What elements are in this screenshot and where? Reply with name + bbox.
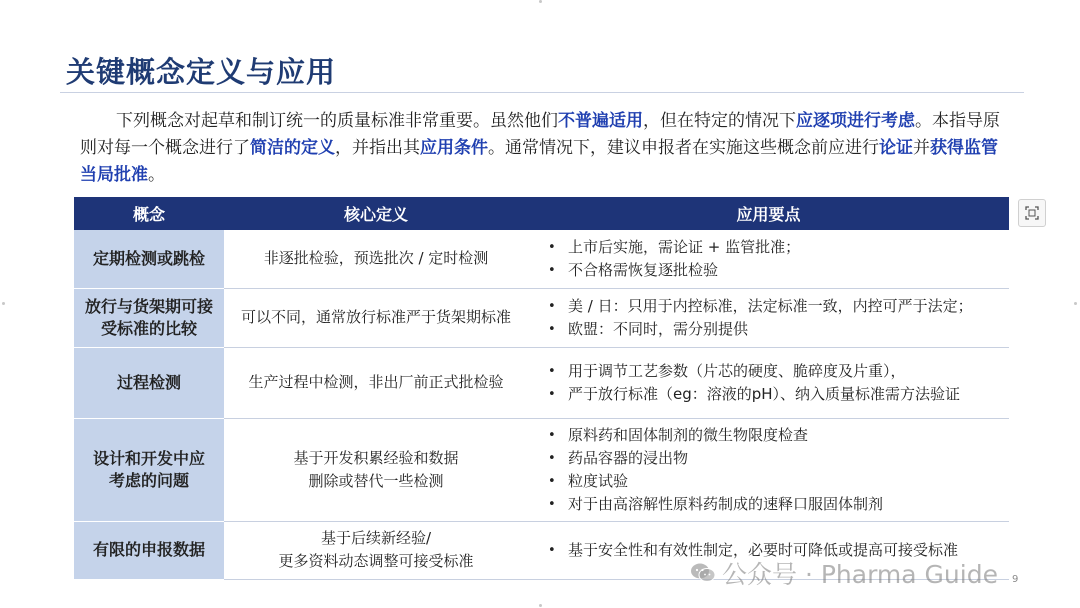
header-concept: 概念 [74, 197, 224, 230]
bullet-item: • 欧盟：不同时，需分别提供 [548, 318, 1009, 341]
screenshot-tool-button[interactable] [1018, 199, 1046, 227]
intro-highlight-5: 论证 [879, 138, 913, 158]
intro-text-4: ，并指出其 [335, 138, 420, 158]
page-number: 9 [1012, 574, 1019, 585]
watermark-text: 公众号 · Pharma Guide [722, 560, 998, 589]
edge-marker [539, 0, 542, 3]
definition-line: 非逐批检验，预选批次 / 定时检测 [263, 249, 489, 268]
points-cell [528, 418, 1009, 521]
points-cell [528, 347, 1009, 418]
concept-label: 设计和开发中应考虑的问题 [92, 448, 205, 490]
definition-cell [224, 347, 528, 418]
intro-highlight-2: 应逐项进行考虑 [796, 111, 915, 131]
intro-highlight-3: 简洁的定义 [250, 138, 335, 158]
concept-cell [74, 288, 224, 347]
definition-cell [224, 418, 528, 521]
table-row [74, 418, 1009, 521]
definition-line: 更多资料动态调整可接受标准 [278, 552, 474, 570]
edge-marker [539, 604, 542, 607]
intro-text-2: ，但在特定的情况下 [643, 111, 796, 131]
concept-label: 有限的申报数据 [92, 540, 205, 559]
concept-cell [74, 521, 224, 579]
bullet-item: • 美 / 日：只用于内控标准，法定标准一致，内控可严于法定； [548, 295, 1009, 318]
edge-marker [1074, 302, 1077, 305]
intro-text-5: 。通常情况下，建议申报者在实施这些概念前应进行 [488, 138, 879, 158]
wechat-icon [690, 562, 716, 584]
bullet-item: • 药品容器的浸出物 [548, 447, 1009, 470]
edge-marker [2, 302, 5, 305]
concept-table [74, 197, 1009, 580]
concept-label: 放行与货架期可接受标准的比较 [84, 296, 213, 338]
table-row [74, 230, 1009, 288]
table-row [74, 288, 1009, 347]
table-header-row [74, 197, 1009, 230]
concept-label: 定期检测或跳检 [92, 248, 205, 268]
bullet-item: • 对于由高溶解性原料药制成的速释口服固体制剂 [548, 493, 1009, 516]
slide-title: 关键概念定义与应用 [66, 55, 337, 89]
definition-line: 生产过程中检测，非出厂前正式批检验 [248, 373, 504, 391]
bullet-item: • 上市后实施，需论证 + 监管批准； [548, 236, 1009, 259]
points-cell [528, 230, 1009, 288]
intro-text-1: 下列概念对起草和制订统一的质量标准非常重要。虽然他们 [116, 111, 558, 131]
bullet-item: • 粒度试验 [548, 470, 1009, 493]
header-points: 应用要点 [528, 197, 1009, 230]
intro-highlight-4: 应用条件 [420, 138, 488, 158]
bullet-item: • 严于放行标准（eg：溶液的pH）、纳入质量标准需方法验证 [548, 383, 1009, 406]
definition-line: 基于开发积累经验和数据 [293, 448, 459, 467]
intro-text-6: 并 [913, 138, 930, 158]
bullet-item: • 基于安全性和有效性制定，必要时可降低或提高可接受标准 [548, 539, 1009, 562]
points-cell [528, 288, 1009, 347]
watermark [690, 555, 998, 591]
concept-label: 过程检测 [116, 372, 181, 392]
definition-line: 可以不同，通常放行标准严于货架期标准 [240, 308, 511, 326]
definition-line: 基于后续新经验/ [320, 529, 432, 547]
definition-cell [224, 230, 528, 288]
definition-line: 删除或替代一些检测 [308, 471, 444, 490]
intro-highlight-1: 不普遍适用 [558, 111, 643, 131]
bullet-item: • 用于调节工艺参数（片芯的硬度、脆碎度及片重）， [548, 360, 1009, 383]
definition-cell [224, 521, 528, 579]
concept-cell [74, 230, 224, 288]
intro-highlight-6: 获得监管当局批准 [80, 138, 998, 185]
bullet-item: • 不合格需恢复逐批检验 [548, 259, 1009, 282]
title-divider [60, 92, 1024, 93]
header-definition: 核心定义 [224, 197, 528, 230]
definition-cell [224, 288, 528, 347]
intro-paragraph [80, 108, 1010, 189]
crop-icon [1024, 205, 1040, 221]
intro-text-3: 。本指导原则对每一个概念进行了 [80, 111, 1000, 158]
table-row [74, 347, 1009, 418]
intro-text-7: 。 [148, 165, 165, 185]
concept-cell [74, 347, 224, 418]
bullet-item: • 原料药和固体制剂的微生物限度检查 [548, 424, 1009, 447]
concept-cell [74, 418, 224, 521]
